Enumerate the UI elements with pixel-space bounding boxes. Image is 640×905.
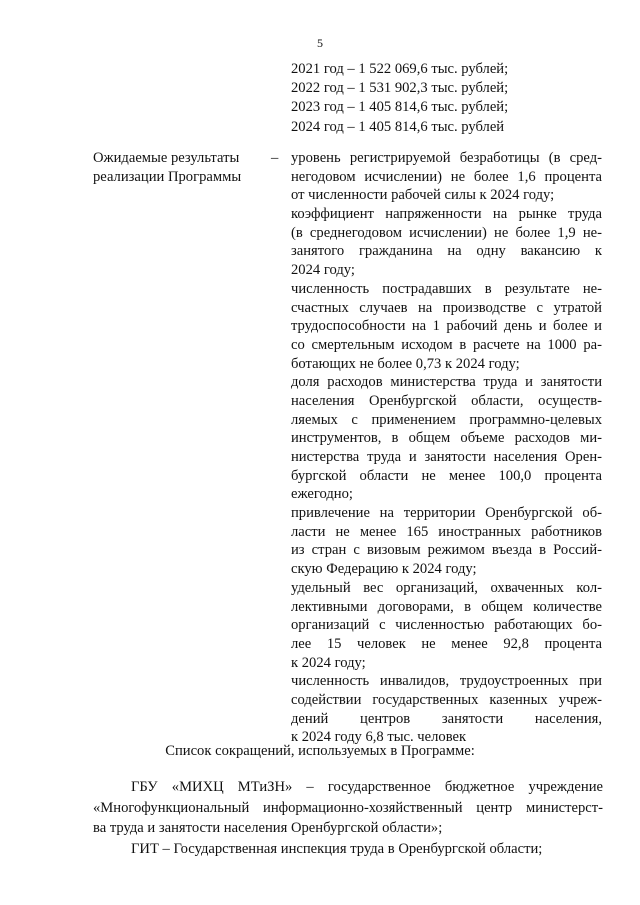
abbreviations-title: Список сокращений, используемых в Программе: — [165, 743, 475, 759]
results-line: скую Федерацию к 2024 году; — [291, 561, 477, 578]
results-line: доля расходов министерства труда и занятости — [291, 374, 602, 391]
results-label-line: Ожидаемые результаты — [93, 150, 240, 166]
results-line: лее 15 человек не менее 92,8 процента — [291, 635, 602, 652]
abbreviations-list — [93, 777, 603, 859]
funding-line: 2022 год – 1 531 902,3 тыс. рублей; — [291, 80, 509, 97]
results-line: численность инвалидов, трудоустроенных при — [291, 673, 602, 690]
results-line: негодовом исчислении) не более 1,6 процента — [291, 168, 602, 185]
results-list — [291, 149, 602, 747]
results-line: ласти не менее 165 иностранных работников — [291, 523, 602, 540]
results-line: ляемых с применением программно-целевых — [291, 411, 602, 428]
funding-line: 2021 год – 1 522 069,6 тыс. рублей; — [291, 61, 509, 77]
results-line: из стран с визовым режимом въезда в Россий- — [291, 542, 602, 559]
results-line: со смертельным исходом в расчете на 1000 ра- — [291, 336, 602, 353]
results-line: 2024 году; — [291, 262, 355, 279]
abbreviation-line: ГБУ «МИХЦ МТиЗН» – государственное бюджетное учреждение — [131, 779, 603, 795]
funding-block — [291, 60, 611, 137]
results-line: содействии государственных казенных учреж- — [291, 691, 602, 708]
results-line: привлечение на территории Оренбургской об- — [291, 505, 602, 522]
results-line: уровень регистрируемой безработицы (в сред- — [291, 150, 602, 166]
results-line: к 2024 году 6,8 тыс. человек — [291, 729, 467, 746]
results-line: ежегодно; — [291, 486, 353, 503]
results-line: к 2024 году; — [291, 654, 366, 671]
results-label-line: реализации Программы — [93, 168, 242, 185]
results-line: организаций с численностью работающих бо- — [291, 617, 602, 634]
results-line: (в среднегодовом исчислении) не более 1,9 не- — [291, 224, 602, 241]
results-line: дений центров занятости населения, — [291, 710, 602, 727]
results-line: лективными договорами, в общем количестве — [291, 598, 602, 615]
abbreviation-line: ва труда и занятости населения Оренбургской области»; — [93, 820, 443, 836]
results-line: коэффициент напряженности на рынке труда — [291, 206, 602, 223]
page-number: 5 — [317, 36, 323, 50]
funding-line: 2023 год – 1 405 814,6 тыс. рублей; — [291, 99, 509, 116]
results-line: бургской области не менее 100,0 процента — [291, 467, 602, 484]
abbreviation-line: ГИТ – Государственная инспекция труда в Оренбургской области; — [131, 840, 543, 857]
abbreviation-line: «Многофункциональный информационно-хозяйственный центр министерст- — [93, 799, 603, 816]
funding-line: 2024 год – 1 405 814,6 тыс. рублей — [291, 118, 505, 135]
results-line: населения Оренбургской области, осуществ- — [291, 392, 602, 409]
results-line: ботающих не более 0,73 к 2024 году; — [291, 355, 520, 372]
results-line: инструментов, в общем объеме расходов ми- — [291, 430, 602, 447]
results-line: счастных случаев на производстве с утратой — [291, 299, 602, 316]
results-line: трудоспособности на 1 рабочий день и более и — [291, 318, 602, 335]
results-line: нистерства труда и занятости населения Орен- — [291, 449, 602, 465]
results-dash: – — [271, 150, 279, 166]
results-line: удельный вес организаций, охваченных кол- — [291, 579, 602, 596]
results-label — [93, 149, 263, 186]
results-line: занятого гражданина на одну вакансию к — [291, 243, 602, 260]
results-line: численность пострадавших в результате не- — [291, 280, 602, 297]
results-line: от численности рабочей силы к 2024 году; — [291, 187, 555, 204]
